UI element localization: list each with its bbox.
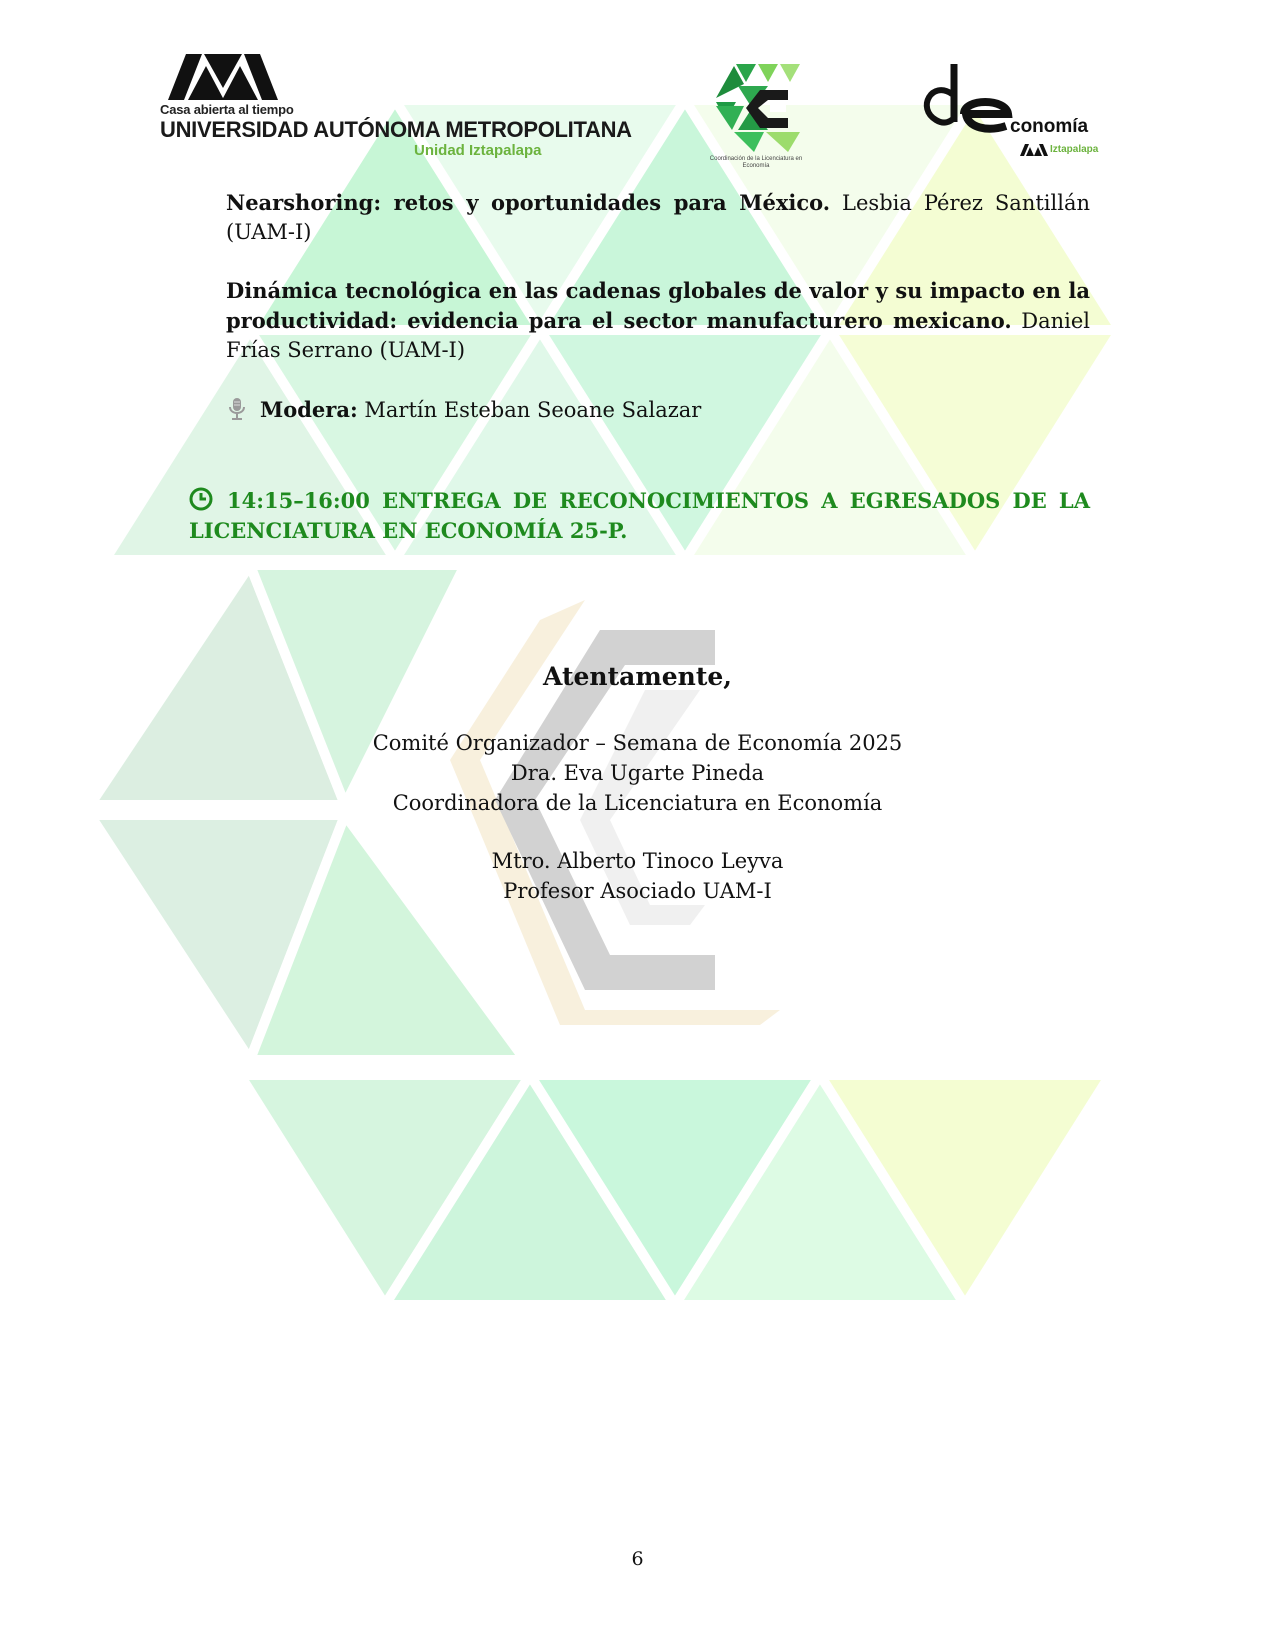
closing-salutation: Atentamente,: [542, 662, 733, 691]
economia-sub: Iztapalapa: [1050, 144, 1099, 155]
talk-title: Dinámica tecnológica en las cadenas globales de valor y su impacto en la productividad: evidencia para el sector manufacturero mexicano.: [226, 278, 1090, 333]
uam-logo: [160, 54, 632, 164]
event-text: 14:15–16:00 ENTREGA DE RECONOCIMIENTOS A EGRESADOS DE LA LICENCIATURA EN ECONOMÍA 25-P.: [189, 488, 1090, 543]
signer-role: Coordinadora de la Licenciatura en Economía: [392, 791, 883, 815]
signer-name: Dra. Eva Ugarte Pineda: [510, 761, 765, 785]
talk-entry: [226, 188, 1090, 247]
signature-block: [0, 728, 1275, 818]
committee-name: Comité Organizador – Semana de Economía 2025: [372, 731, 903, 755]
moderator-label: Modera:: [260, 397, 358, 422]
talk-entry: [226, 276, 1090, 365]
economia-logo: [918, 58, 1098, 162]
clock-icon: [189, 487, 213, 511]
economia-word: conomía: [1010, 116, 1089, 137]
uam-name: UNIVERSIDAD AUTÓNOMA METROPOLITANA: [160, 117, 632, 142]
uam-emblem-icon: [168, 54, 278, 100]
signature-block: [0, 846, 1275, 906]
uam-unit: Unidad Iztapalapa: [414, 142, 542, 159]
moderator-name: Martín Esteban Seoane Salazar: [357, 398, 702, 422]
event-heading: [189, 486, 1090, 546]
uam-mini-emblem-icon: [1020, 144, 1048, 156]
talk-author: Lesbia Pérez Santillán (UAM-I): [226, 191, 1090, 244]
coordination-caption: Coordinación de la Licenciatura en Economía: [709, 156, 803, 169]
microphone-icon: [226, 397, 248, 429]
talk-title: Nearshoring: retos y oportunidades para México.: [226, 190, 831, 215]
page-number: 6: [631, 1548, 644, 1570]
coordination-logo: [708, 60, 804, 170]
coordination-emblem-icon: [708, 60, 804, 156]
uam-tagline: Casa abierta al tiempo: [160, 102, 294, 117]
signer-name: Mtro. Alberto Tinoco Leyva: [491, 849, 784, 873]
talk-author: Daniel Frías Serrano (UAM-I): [226, 309, 1090, 362]
signer-role: Profesor Asociado UAM-I: [503, 879, 772, 903]
moderator-line: [226, 395, 1090, 429]
